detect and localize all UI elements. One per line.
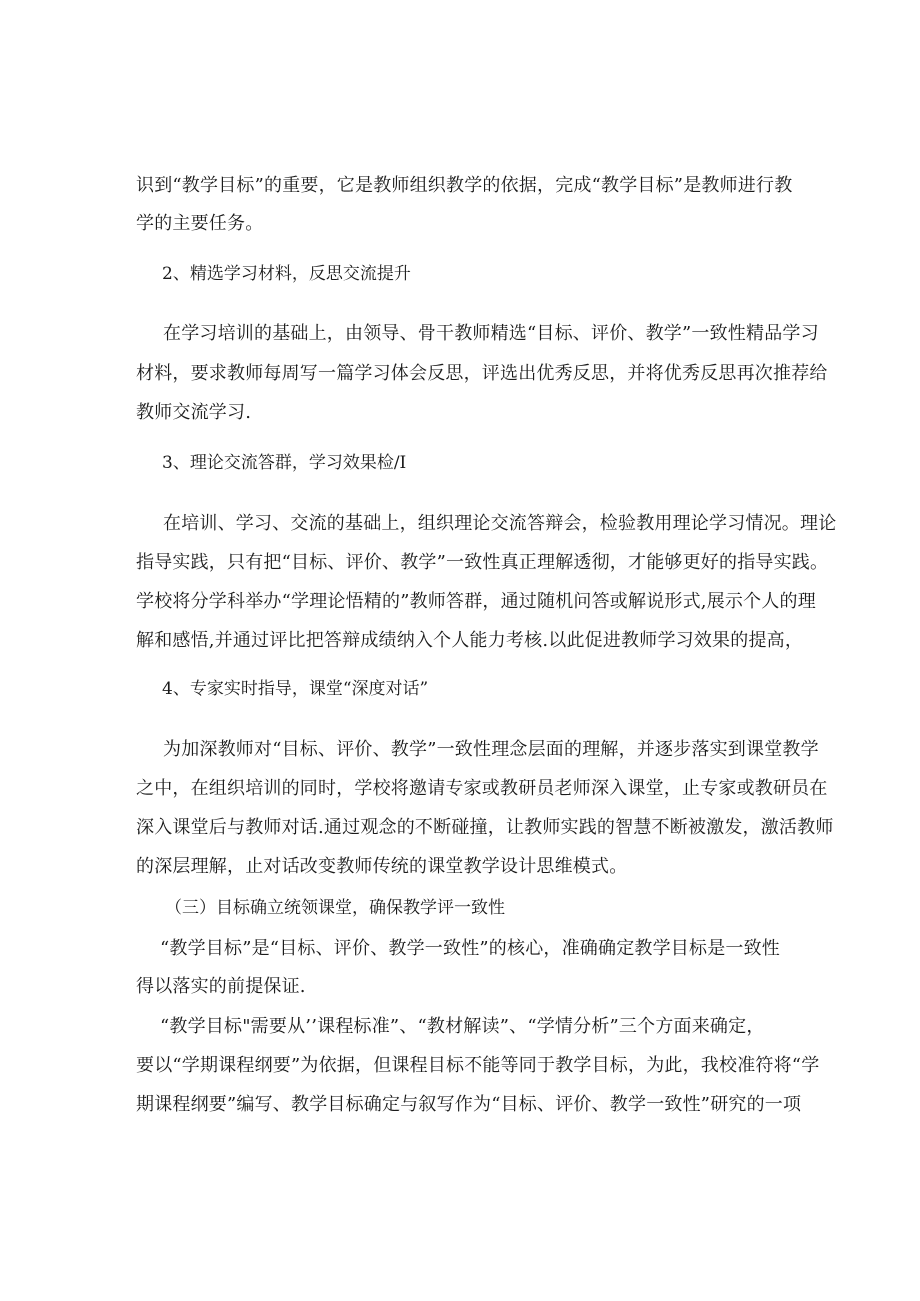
heading-2: 2、精选学习材料，反思交流提升 [162,264,411,284]
section-3-heading: （三）目标确立统领课堂，确保教学评一致性 [165,898,505,918]
paragraph-4-line-1: 为加深教师对“目标、评价、教学”一致性理念层面的理解，并逐步落实到课堂教学 [163,739,819,760]
paragraph-6-line-3: 期课程纲要”编写、教学目标确定与叙写作为“目标、评价、教学一致性”研究的一项 [136,1094,802,1115]
paragraph-4-line-3: 深入课堂后与教师对话.通过观念的不断碰撞，让教师实践的智慧不断被激发，激活教师 [136,817,834,838]
heading-4: 4、专家实时指导，课堂“深度对话” [162,679,429,699]
paragraph-1-line-1: 识到“教学目标”的重要，它是教师组织教学的依据，完成“教学目标”是教师进行教 [136,175,793,196]
paragraph-3-line-2: 指导实践，只有把“目标、评价、教学”一致性真正理解透彻，才能够更好的指导实践。 [136,552,829,573]
paragraph-3-line-1: 在培训、学习、交流的基础上，组织理论交流答辩会，检验教用理论学习情况。理论 [163,513,837,534]
paragraph-4-line-4: 的深层理解，止对话改变教师传统的课堂教学设计思维模式。 [136,856,628,877]
paragraph-4-line-2: 之中，在组织培训的同时，学校将邀请专家或教研员老师深入课堂，止专家或教研员在 [136,778,828,799]
paragraph-1-line-2: 学的主要任务。 [136,213,264,234]
paragraph-2-line-2: 材料，要求教师每周写一篇学习体会反思，评选出优秀反思，并将优秀反思再次推荐给 [136,363,828,384]
heading-3: 3、理论交流答群，学习效果检/I [162,453,407,473]
paragraph-5-line-2: 得以落实的前提保证. [136,976,306,997]
paragraph-3-line-3: 学校将分学科举办“学理论悟精的”教师答群，通过随机问答或解说形式,展示个人的理 [136,591,816,612]
paragraph-3-line-4: 解和感悟,并通过评比把答辩成绩纳入个人能力考核.以此促进教师学习效果的提高， [136,630,804,651]
paragraph-6-line-1: “教学目标"需要从’’课程标准”、“教材解读”、“学情分析”三个方面来确定， [160,1016,765,1037]
paragraph-2-line-1: 在学习培训的基础上，由领导、骨干教师精选“目标、评价、教学”一致性精品学习 [163,323,819,344]
paragraph-2-line-3: 教师交流学习. [136,402,252,423]
paragraph-6-line-2: 要以“学期课程纲要”为依据，但课程目标不能等同于教学目标，为此，我校准符将“学 [136,1055,820,1076]
paragraph-5-line-1: “教学目标”是“目标、评价、教学一致性”的核心，准确确定教学目标是一致性 [160,938,781,959]
